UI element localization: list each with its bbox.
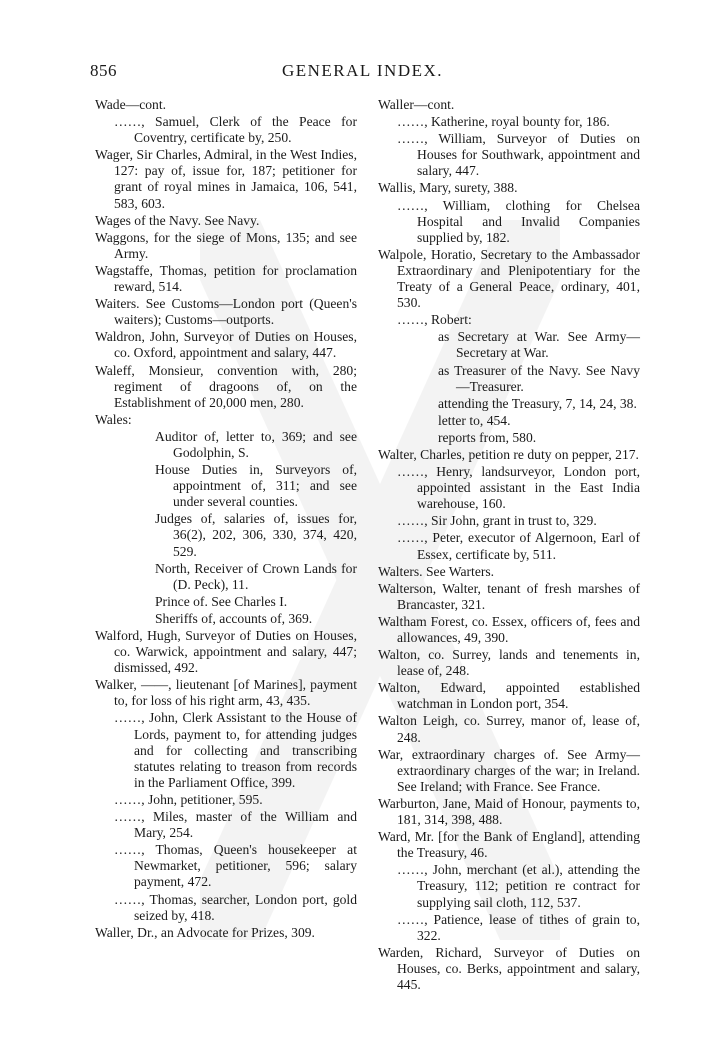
index-entry: ……, Miles, master of the William and Mary, 254. bbox=[114, 809, 357, 841]
index-entry: ……, Peter, executor of Algernoon, Earl of Essex, certificate by, 511. bbox=[397, 530, 640, 562]
index-entry: as Secretary at War. See Army—Secretary at War. bbox=[438, 329, 640, 361]
index-entry: Walpole, Horatio, Secretary to the Ambassador Extraordinary and Plenipotentiary for the Treaty of a General Peace, ordinary, 401, 530. bbox=[378, 246, 640, 311]
index-column-right bbox=[378, 96, 640, 994]
index-entry: ……, John, Clerk Assistant to the House of Lords, payment to, for attending judges and for collecting and transcribing statutes relating to treason from records in the Parliament Office, 399. bbox=[114, 710, 357, 790]
index-entry: Wales: bbox=[95, 411, 132, 427]
index-entry: North, Receiver of Crown Lands for (D. Peck), 11. bbox=[155, 560, 357, 592]
index-entry: ……, Robert: bbox=[397, 312, 472, 328]
index-entry: ……, Samuel, Clerk of the Peace for Coventry, certificate by, 250. bbox=[114, 114, 357, 146]
index-entry: Walter, Charles, petition re duty on pepper, 217. bbox=[378, 446, 639, 462]
index-entry: reports from, 580. bbox=[438, 429, 537, 445]
index-entry: War, extraordinary charges of. See Army—extraordinary charges of the war; in Ireland. See Ireland; with France. See France. bbox=[378, 746, 640, 794]
index-entry: Judges of, salaries of, issues for, 36(2), 202, 306, 330, 374, 420, 529. bbox=[155, 511, 357, 559]
index-entry: Wallis, Mary, surety, 388. bbox=[378, 180, 518, 196]
index-entry: ……, John, petitioner, 595. bbox=[114, 791, 263, 807]
index-entry: Wager, Sir Charles, Admiral, in the West Indies, 127: pay of, issue for, 187; petitioner for grant of royal mines in Jamaica, 106, 541, 583, 603. bbox=[95, 147, 357, 211]
index-entry: Waldron, John, Surveyor of Duties on Houses, co. Oxford, appointment and salary, 447. bbox=[95, 329, 357, 361]
index-entry: Waiters. See Customs—London port (Queen's waiters); Customs—outports. bbox=[95, 296, 357, 328]
index-entry: Wade—cont. bbox=[95, 97, 167, 112]
index-entry: ……, Katherine, royal bounty for, 186. bbox=[397, 114, 610, 130]
index-entry: Prince of. See Charles I. bbox=[155, 593, 288, 609]
index-entry: ……, William, Surveyor of Duties on Houses for Southwark, appointment and salary, 447. bbox=[397, 131, 640, 179]
index-entry: Walker, ——, lieutenant [of Marines], payment to, for loss of his right arm, 43, 435. bbox=[95, 677, 357, 709]
index-entry: ……, Sir John, grant in trust to, 329. bbox=[397, 513, 597, 529]
index-entry: Walton, Edward, appointed established watchman in London port, 354. bbox=[378, 680, 640, 712]
index-entry: ……, Thomas, searcher, London port, gold seized by, 418. bbox=[114, 891, 357, 923]
index-entry: ……, Henry, landsurveyor, London port, appointed assistant in the East India warehouse, 160. bbox=[397, 464, 640, 512]
index-entry: Waller—cont. bbox=[378, 97, 455, 112]
index-entry: House Duties in, Surveyors of, appointment of, 311; and see under several counties. bbox=[155, 462, 357, 510]
index-entry: as Treasurer of the Navy. See Navy—Treasurer. bbox=[438, 362, 640, 394]
index-entry: Walton Leigh, co. Surrey, manor of, lease of, 248. bbox=[378, 713, 640, 745]
index-entry: Warburton, Jane, Maid of Honour, payments to, 181, 314, 398, 488. bbox=[378, 795, 640, 828]
index-entry: Waltham Forest, co. Essex, officers of, fees and allowances, 49, 390. bbox=[378, 613, 640, 645]
index-entry: Walters. See Warters. bbox=[378, 563, 495, 579]
page-number: 856 bbox=[90, 61, 117, 80]
index-entry: Walford, Hugh, Surveyor of Duties on Houses, co. Warwick, appointment and salary, 447; dismissed, 492. bbox=[95, 628, 357, 676]
index-entry: Waleff, Monsieur, convention with, 280; regiment of dragoons of, on the Establishment of 20,000 men, 280. bbox=[95, 362, 357, 410]
index-entry: ……, John, merchant (et al.), attending the Treasury, 112; petition re contract for supplying sail cloth, 112, 537. bbox=[397, 862, 640, 910]
index-entry: letter to, 454. bbox=[438, 412, 511, 428]
page-header bbox=[90, 61, 635, 87]
index-column-left bbox=[95, 96, 357, 942]
index-entry: Waggons, for the siege of Mons, 135; and see Army. bbox=[95, 229, 357, 261]
index-entry: attending the Treasury, 7, 14, 24, 38. bbox=[438, 395, 637, 411]
index-entry: Ward, Mr. [for the Bank of England], attending the Treasury, 46. bbox=[378, 829, 640, 861]
index-entry: Walton, co. Surrey, lands and tenements in, lease of, 248. bbox=[378, 647, 640, 679]
running-title: GENERAL INDEX. bbox=[281, 61, 444, 80]
index-entry: Auditor of, letter to, 369; and see Godolphin, S. bbox=[155, 428, 357, 460]
index-entry: Sheriffs of, accounts of, 369. bbox=[155, 610, 313, 626]
index-entry: Wages of the Navy. See Navy. bbox=[95, 212, 260, 228]
index-entry: Waller, Dr., an Advocate for Prizes, 309. bbox=[95, 924, 315, 940]
index-entry: Walterson, Walter, tenant of fresh marshes of Brancaster, 321. bbox=[378, 580, 640, 612]
index-entry: ……, William, clothing for Chelsea Hospital and Invalid Companies supplied by, 182. bbox=[397, 197, 640, 245]
index-entry: ……, Thomas, Queen's housekeeper at Newmarket, petitioner, 596; salary payment, 472. bbox=[114, 842, 357, 890]
index-entry: Warden, Richard, Surveyor of Duties on Houses, co. Berks, appointment and salary, 445. bbox=[378, 944, 640, 992]
index-entry: Wagstaffe, Thomas, petition for proclamation reward, 514. bbox=[95, 262, 357, 295]
index-entry: ……, Patience, lease of tithes of grain to, 322. bbox=[397, 911, 640, 943]
